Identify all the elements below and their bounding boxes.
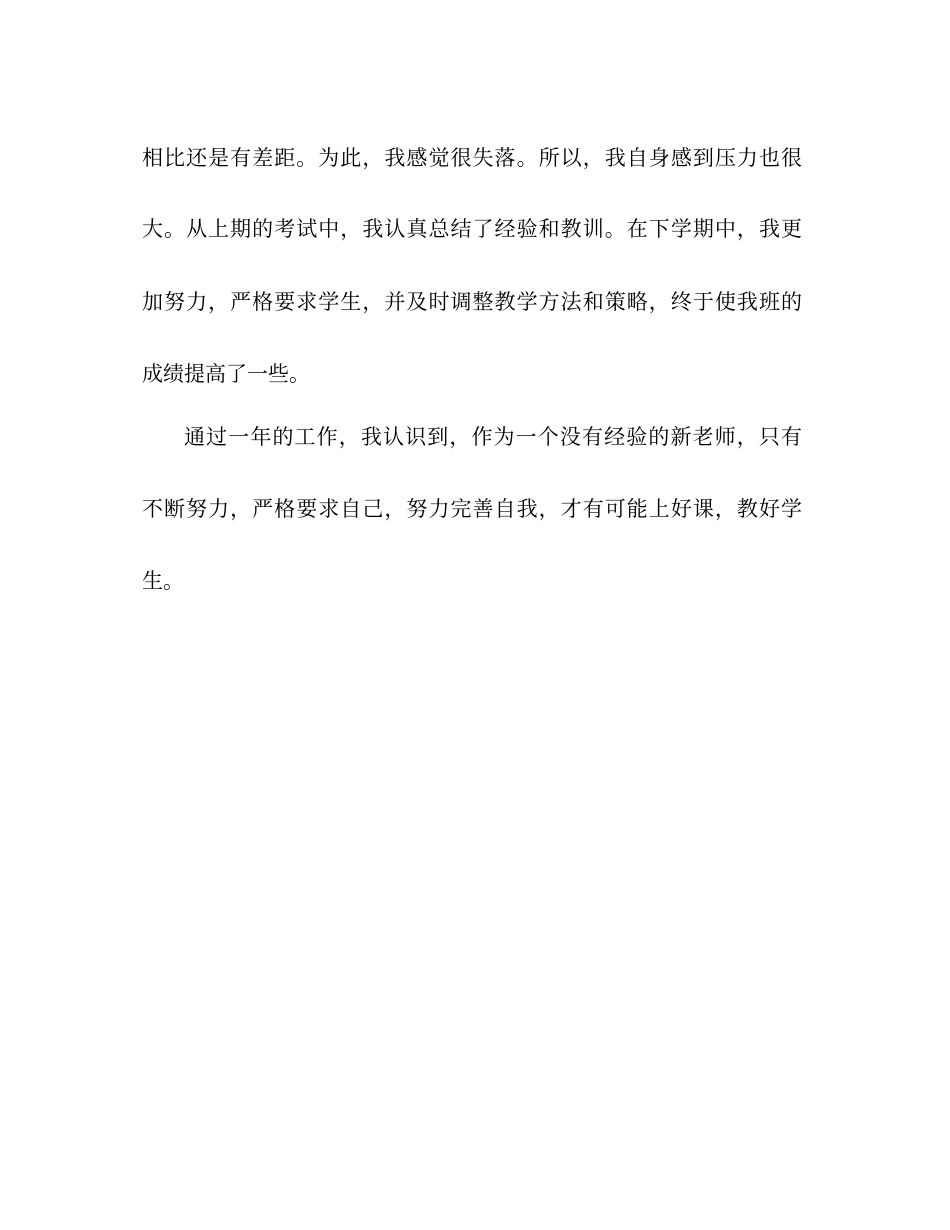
paragraph-line: 大。从上期的考试中，我认真总结了经验和教训。在下学期中，我更 [142, 217, 802, 241]
paragraph-line: 生。 [142, 569, 184, 593]
paragraph-line: 相比还是有差距。为此，我感觉很失落。所以，我自身感到压力也很 [142, 146, 802, 170]
paragraph-line: 成绩提高了一些。 [142, 362, 310, 386]
paragraph-line: 通过一年的工作，我认识到，作为一个没有经验的新老师，只有 [184, 425, 802, 449]
paragraph-line: 加努力，严格要求学生，并及时调整教学方法和策略，终于使我班的 [142, 290, 802, 314]
paragraph-line: 不断努力，严格要求自己，努力完善自我，才有可能上好课，教好学 [142, 497, 802, 521]
